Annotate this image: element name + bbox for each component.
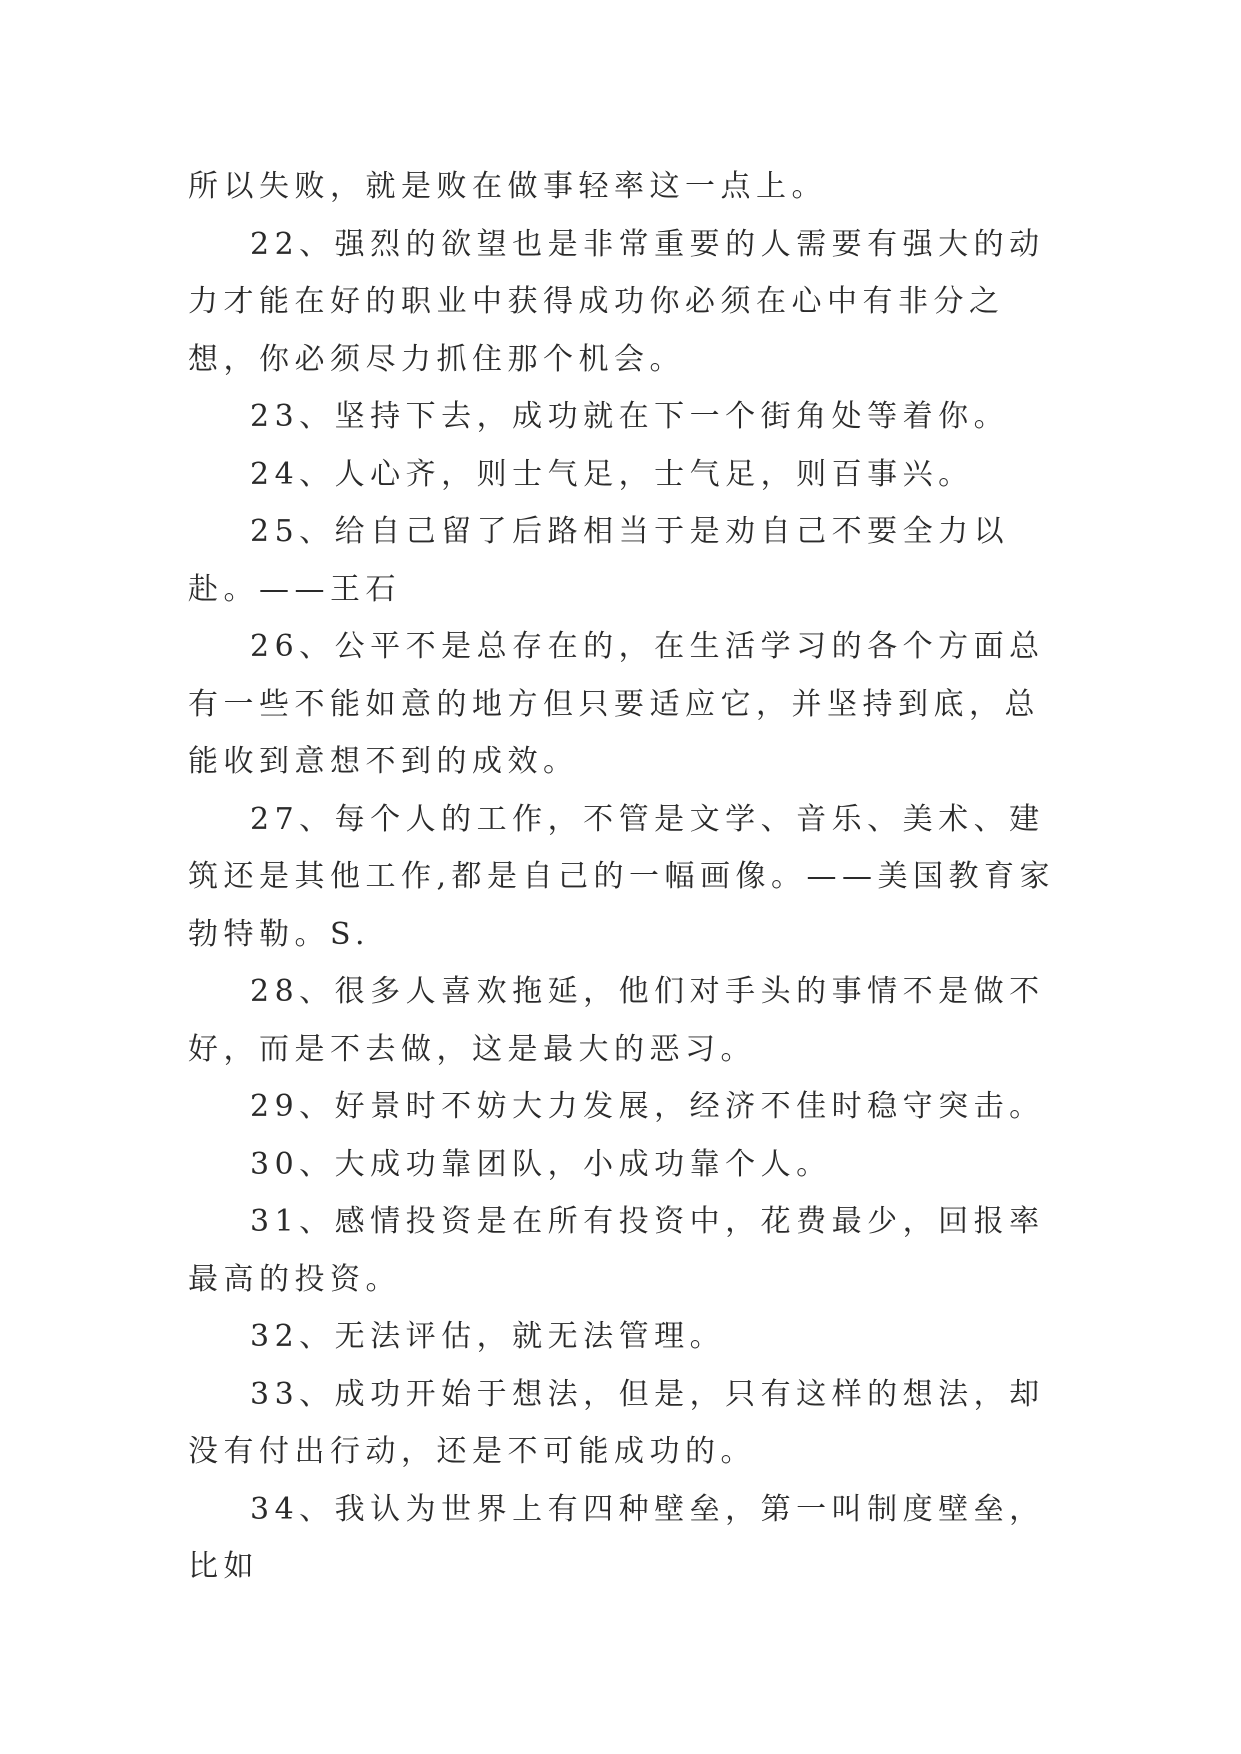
paragraph: 24、人心齐，则士气足，士气足，则百事兴。 (250, 456, 974, 492)
paragraph: 26、公平不是总存在的，在生活学习的各个方面总有一些不能如意的地方但只要适应它，并坚持到底，总能收到意想不到的成效。 (188, 629, 1045, 779)
paragraph: 30、大成功靠团队，小成功靠个人。 (250, 1146, 832, 1182)
paragraph: 29、好景时不妨大力发展，经济不佳时稳守突击。 (250, 1089, 1045, 1124)
paragraph: 33、成功开始于想法，但是，只有这样的想法，却没有付出行动，还是不可能成功的。 (188, 1376, 1045, 1469)
paragraph: 22、强烈的欲望也是非常重要的人需要有强大的动力才能在好的职业中获得成功你必须在心中有非分之想，你必须尽力抓住那个机会。 (188, 226, 1045, 377)
paragraph: 28、很多人喜欢拖延，他们对手头的事情不是做不好，而是不去做，这是最大的恶习。 (188, 974, 1045, 1067)
paragraph: 34、我认为世界上有四种壁垒，第一叫制度壁垒，比如 (188, 1491, 1045, 1584)
paragraph: 所以失败，就是败在做事轻率这一点上。 (188, 169, 827, 204)
paragraph: 25、给自己留了后路相当于是劝自己不要全力以赴。——王石 (188, 514, 1010, 607)
paragraph: 27、每个人的工作，不管是文学、音乐、美术、建筑还是其他工作,都是自己的一幅画像。——美国教育家勃特勒。S. (188, 801, 1056, 952)
paragraph: 23、坚持下去，成功就在下一个街角处等着你。 (250, 399, 1010, 434)
paragraph: 31、感情投资是在所有投资中，花费最少，回报率最高的投资。 (188, 1204, 1045, 1297)
body-text (188, 158, 1068, 1596)
paragraph: 32、无法评估，就无法管理。 (250, 1319, 726, 1354)
